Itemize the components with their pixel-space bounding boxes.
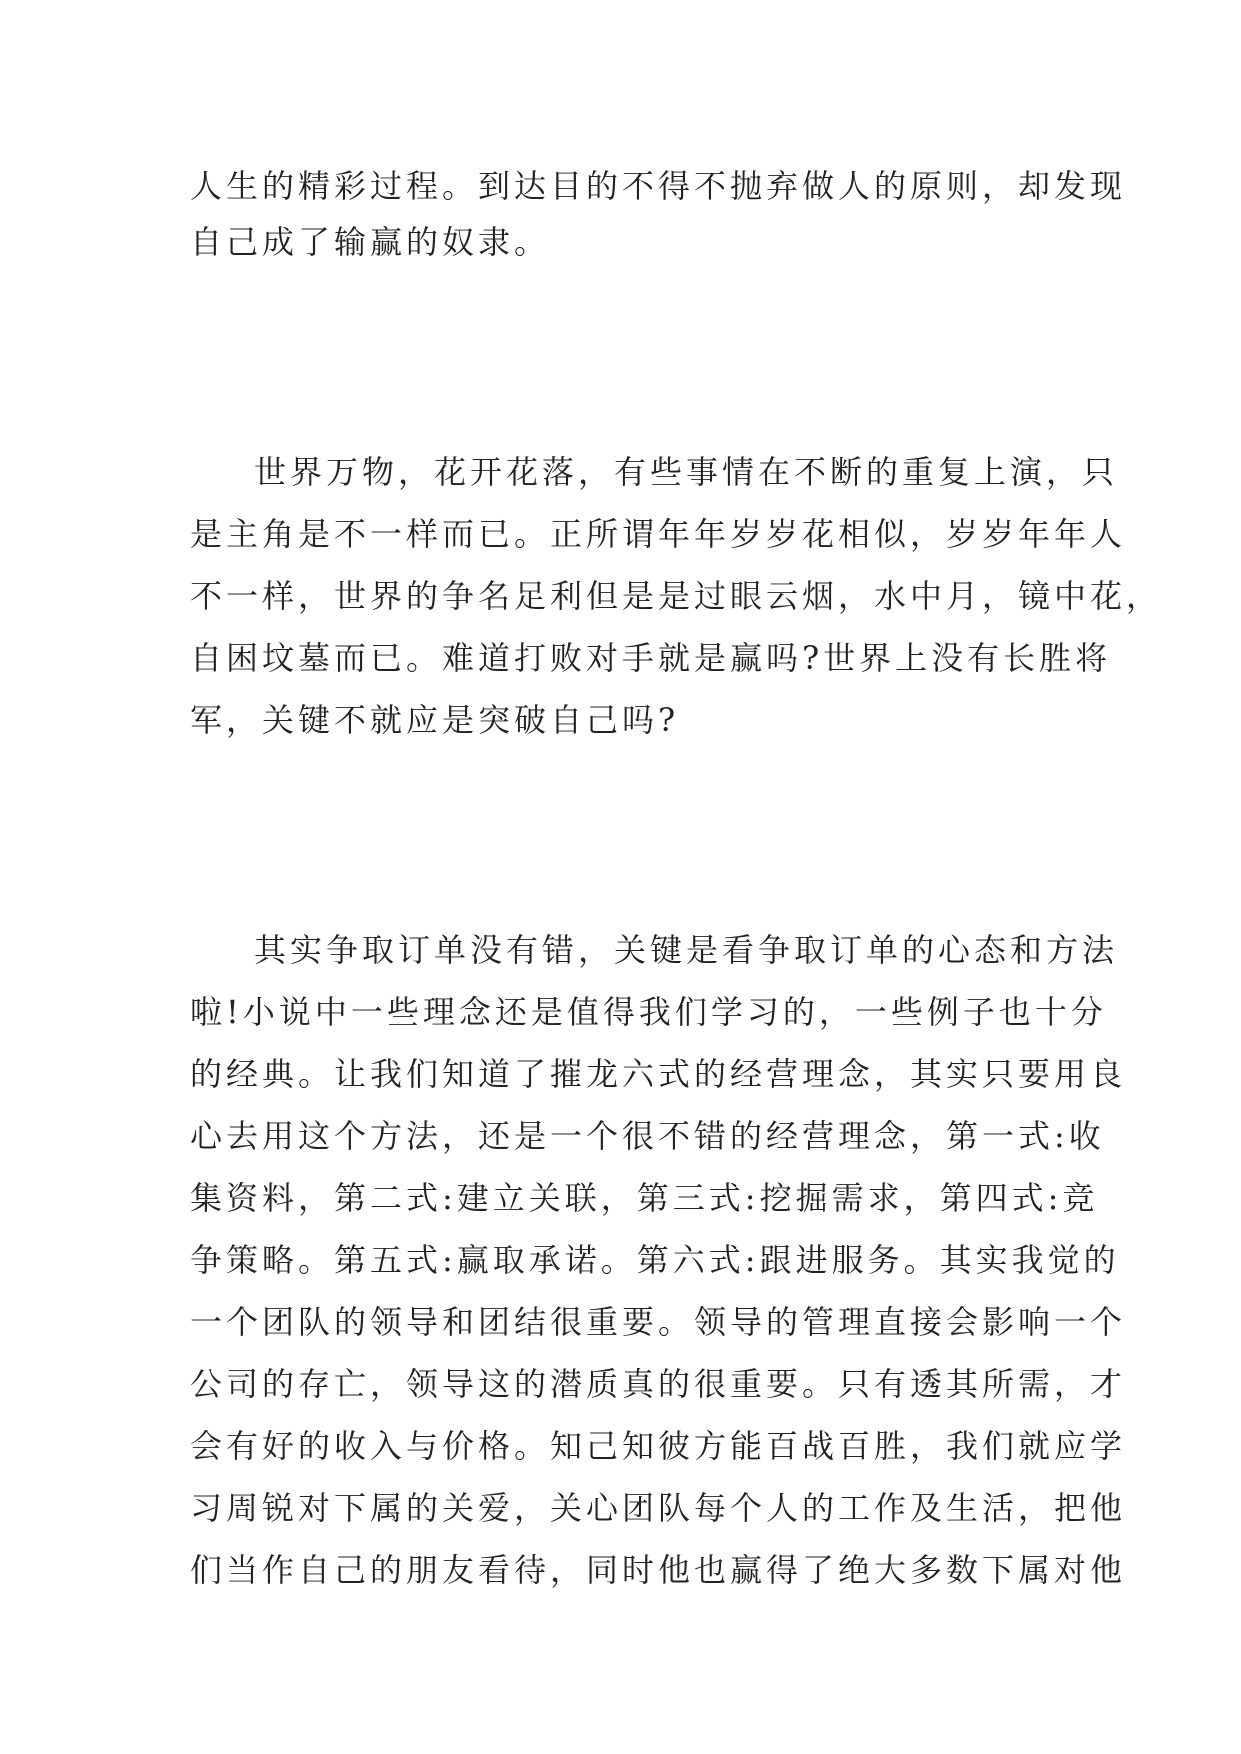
text-line: 人生的精彩过程。到达目的不得不抛弃做人的原则，却发现 <box>190 167 1127 205</box>
text-line: 不一样，世界的争名足利但是是过眼云烟，水中月，镜中花， <box>190 577 1163 615</box>
text-line: 世界万物，花开花落，有些事情在不断的重复上演，只 <box>254 453 1119 491</box>
text-line: 心去用这个方法，还是一个很不错的经营理念，第一式:收 <box>190 1117 1105 1155</box>
text-line: 军，关键不就应是突破自己吗? <box>190 701 680 739</box>
text-line: 啦!小说中一些理念还是值得我们学习的，一些例子也十分 <box>190 993 1107 1031</box>
text-line: 争策略。第五式:赢取承诺。第六式:跟进服务。其实我觉的 <box>190 1241 1120 1279</box>
text-line: 会有好的收入与价格。知己知彼方能百战百胜，我们就应学 <box>190 1427 1127 1465</box>
text-line: 的经典。让我们知道了摧龙六式的经营理念，其实只要用良 <box>190 1055 1127 1093</box>
text-line: 公司的存亡，领导这的潜质真的很重要。只有透其所需，才 <box>190 1365 1127 1403</box>
text-line: 习周锐对下属的关爱，关心团队每个人的工作及生活，把他 <box>190 1489 1127 1527</box>
text-line: 集资料，第二式:建立关联，第三式:挖掘需求，第四式:竞 <box>190 1179 1099 1217</box>
text-line: 自己成了输赢的奴隶。 <box>190 223 551 261</box>
text-line: 一个团队的领导和团结很重要。领导的管理直接会影响一个 <box>190 1303 1127 1341</box>
text-line: 们当作自己的朋友看待，同时他也赢得了绝大多数下属对他 <box>190 1551 1127 1589</box>
text-line: 自困坟墓而已。难道打败对手就是赢吗?世界上没有长胜将 <box>190 639 1112 677</box>
text-line: 其实争取订单没有错，关键是看争取订单的心态和方法 <box>254 931 1119 969</box>
text-line: 是主角是不一样而已。正所谓年年岁岁花相似，岁岁年年人 <box>190 515 1127 553</box>
